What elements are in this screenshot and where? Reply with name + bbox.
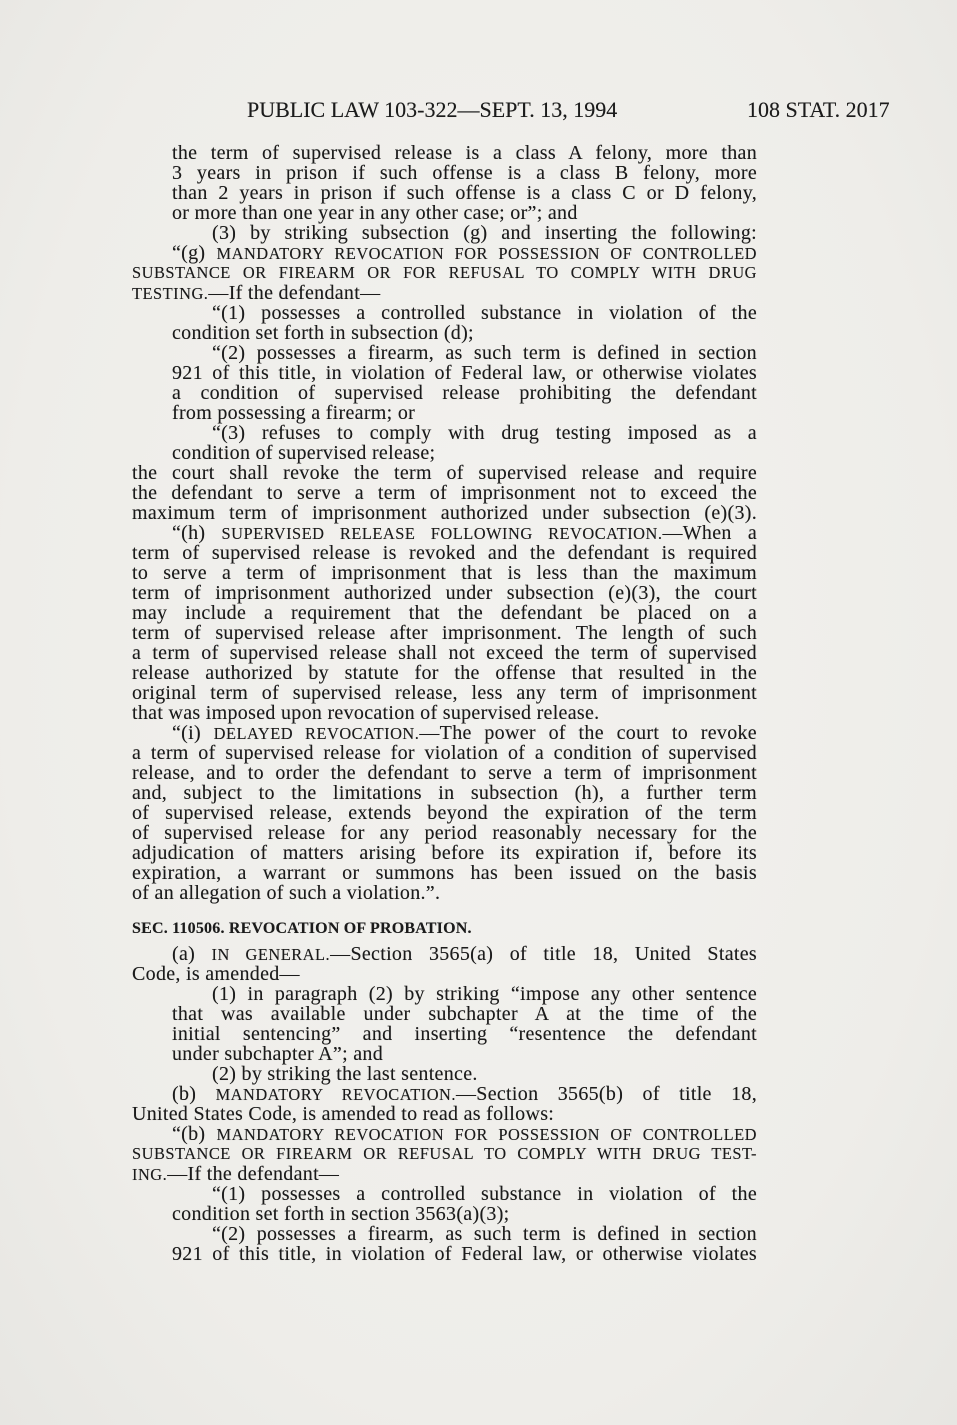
text-line: the term of supervised release is a class A felony, more than xyxy=(172,142,757,164)
text-line: “(2) possesses a firearm, as such term is defined in section xyxy=(212,1223,757,1245)
text-line: maximum term of imprisonment authorized under subsection (e)(3). xyxy=(132,502,757,524)
subsection-heading: MANDATORY REVOCATION FOR POSSESSION OF CONTROLLED xyxy=(216,1125,757,1144)
text-line xyxy=(132,1164,757,1184)
text-line: that was available under subchapter A at the time of the xyxy=(172,1003,757,1025)
text-line: of supervised release for any period reasonably necessary for the xyxy=(132,822,757,844)
text-line: Code, is amended— xyxy=(132,963,300,985)
subsection-heading: MANDATORY REVOCATION FOR POSSESSION OF CONTROLLED xyxy=(216,244,757,263)
text-line: and, subject to the limitations in subsection (h), a further term xyxy=(132,782,757,804)
text-line: (1) in paragraph (2) by striking “impose any other sentence xyxy=(212,983,757,1005)
text-line: term of supervised release after imprisonment. The length of such xyxy=(132,622,757,644)
text-line: may include a requirement that the defendant be placed on a xyxy=(132,602,757,624)
subsection-enumerator: “(i) xyxy=(172,722,214,744)
text-run: —When a xyxy=(662,522,757,544)
text-line xyxy=(132,283,757,303)
text-line: expiration, a warrant or summons has been issued on the basis xyxy=(132,862,757,884)
text-line: to serve a term of imprisonment that is less than the maximum xyxy=(132,562,757,584)
text-line: initial sentencing” and inserting “resentence the defendant xyxy=(172,1023,757,1045)
section-heading: SEC. 110506. REVOCATION OF PROBATION. xyxy=(132,920,472,937)
text-line: a condition of supervised release prohibiting the defendant xyxy=(172,382,757,404)
text-run: —Section 3565(b) of title 18, xyxy=(455,1083,757,1105)
text-line xyxy=(132,1084,757,1104)
text-line xyxy=(132,944,757,964)
text-line: original term of supervised release, less any term of imprisonment xyxy=(132,682,757,704)
subsection-heading-continued: SUBSTANCE OR FIREARM OR REFUSAL TO COMPLY WITH DRUG TEST- xyxy=(132,1144,757,1163)
subsection-heading: DELAYED REVOCATION. xyxy=(213,724,420,743)
page-number: 108 STAT. 2017 xyxy=(747,97,890,122)
text-line: (3) by striking subsection (g) and inserting the following: xyxy=(212,222,757,244)
text-run: —Section 3565(a) of title 18, United States xyxy=(330,943,757,965)
amendment-text-continued xyxy=(132,143,757,903)
subsection-heading-end: ING. xyxy=(132,1165,168,1184)
text-line: than 2 years in prison if such offense is a class C or D felony, xyxy=(172,182,757,204)
text-line: (2) by striking the last sentence. xyxy=(212,1063,478,1085)
text-line: that was imposed upon revocation of supervised release. xyxy=(132,702,600,724)
text-line: the court shall revoke the term of supervised release and require xyxy=(132,462,757,484)
text-line: condition set forth in subsection (d); xyxy=(172,322,474,344)
subsection-enumerator: “(h) xyxy=(172,522,222,544)
text-line: of an allegation of such a violation.”. xyxy=(132,882,441,904)
text-run: —If the defendant— xyxy=(167,1163,340,1185)
text-line: “(1) possesses a controlled substance in violation of the xyxy=(212,302,757,324)
text-line xyxy=(132,243,757,263)
text-line: 921 of this title, in violation of Federal law, or otherwise violates xyxy=(172,1243,757,1265)
section-110506-text xyxy=(132,944,757,1264)
text-run: —If the defendant— xyxy=(208,282,381,304)
text-line: term of imprisonment authorized under subsection (e)(3), the court xyxy=(132,582,757,604)
text-line xyxy=(132,523,757,543)
text-line: a term of supervised release shall not exceed the term of supervised xyxy=(132,642,757,664)
paragraph-heading: MANDATORY REVOCATION. xyxy=(215,1085,456,1104)
text-line: adjudication of matters arising before its expiration if, before its xyxy=(132,842,757,864)
text-line: under subchapter A”; and xyxy=(172,1043,384,1065)
text-line: release, and to order the defendant to serve a term of imprisonment xyxy=(132,762,757,784)
text-line: United States Code, is amended to read as follows: xyxy=(132,1103,555,1125)
text-line: release authorized by statute for the offense that resulted in the xyxy=(132,662,757,684)
text-line: “(1) possesses a controlled substance in violation of the xyxy=(212,1183,757,1205)
text-line: the defendant to serve a term of imprisonment not to exceed the xyxy=(132,482,757,504)
text-line: “(3) refuses to comply with drug testing imposed as a xyxy=(212,422,757,444)
text-line: condition set forth in section 3563(a)(3); xyxy=(172,1203,510,1225)
text-line xyxy=(132,723,757,743)
paragraph-enumerator: (a) xyxy=(172,943,212,965)
text-line: term of supervised release is revoked and the defendant is required xyxy=(132,542,757,564)
text-line xyxy=(132,1124,757,1144)
subsection-enumerator: “(g) xyxy=(172,242,217,264)
text-line: “(2) possesses a firearm, as such term is defined in section xyxy=(212,342,757,364)
paragraph-enumerator: (b) xyxy=(172,1083,216,1105)
subsection-heading: SUPERVISED RELEASE FOLLOWING REVOCATION. xyxy=(221,524,663,543)
text-run: —The power of the court to revoke xyxy=(419,722,757,744)
subsection-heading-continued: SUBSTANCE OR FIREARM OR FOR REFUSAL TO COMPLY WITH DRUG xyxy=(132,263,757,282)
text-line: 3 years in prison if such offense is a class B felony, more xyxy=(172,162,757,184)
text-line: of supervised release, extends beyond the expiration of the term xyxy=(132,802,757,824)
text-line: a term of supervised release for violation of a condition of supervised xyxy=(132,742,757,764)
subsection-heading-end: TESTING. xyxy=(132,284,209,303)
text-line: 921 of this title, in violation of Federal law, or otherwise violates xyxy=(172,362,757,384)
subsection-enumerator: “(b) xyxy=(172,1123,217,1145)
text-line: or more than one year in any other case; or”; and xyxy=(172,202,578,224)
paragraph-heading: IN GENERAL. xyxy=(211,945,331,964)
text-line: from possessing a firearm; or xyxy=(172,402,416,424)
text-line: condition of supervised release; xyxy=(172,442,436,464)
running-head: PUBLIC LAW 103-322—SEPT. 13, 1994 xyxy=(247,97,618,122)
